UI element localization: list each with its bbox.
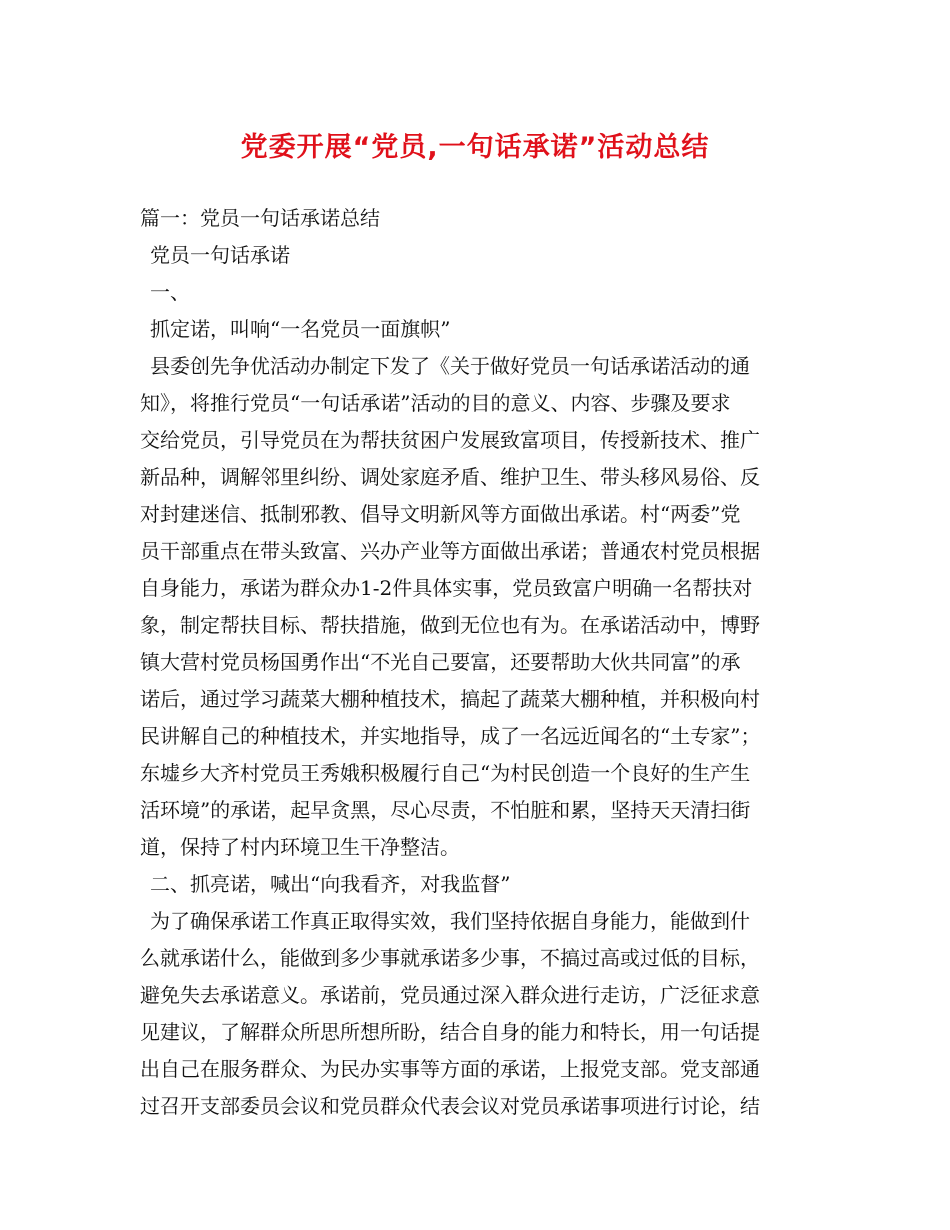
- document-title: 党委开展“党员,一句话承诺”活动总结: [240, 132, 710, 163]
- text-line: 出自己在服务群众、为民办实事等方面的承诺，上报党支部。党支部通: [140, 1057, 760, 1081]
- text-line: 篇一：党员一句话承诺总结: [140, 206, 380, 230]
- text-line: 自身能力，承诺为群众办1-2件具体实事，党员致富户明确一名帮扶对: [140, 576, 753, 600]
- text-line: 象，制定帮扶目标、帮扶措施，做到无位也有为。在承诺活动中，博野: [140, 613, 760, 637]
- text-line: 二、抓亮诺，喊出“向我看齐，对我监督”: [150, 872, 511, 896]
- text-line: 员干部重点在带头致富、兴办产业等方面做出承诺；普通农村党员根据: [140, 539, 760, 563]
- text-line: 一、: [150, 280, 190, 304]
- text-line: 活环境”的承诺，起早贪黑，尽心尽责，不怕脏和累，坚持天天清扫街: [140, 798, 751, 822]
- text-line: 新品种，调解邻里纠纷、调处家庭矛盾、维护卫生、带头移风易俗、反: [140, 465, 760, 489]
- text-line: 抓定诺，叫响“一名党员一面旗帜”: [150, 317, 451, 341]
- text-line: 过召开支部委员会议和党员群众代表会议对党员承诺事项进行讨论，结: [140, 1094, 760, 1118]
- text-line: 道，保持了村内环境卫生干净整洁。: [140, 835, 460, 859]
- text-line: 对封建迷信、抵制邪教、倡导文明新风等方面做出承诺。村“两委”党: [140, 502, 741, 526]
- text-line: 交给党员，引导党员在为帮扶贫困户发展致富项目，传授新技术、推广: [140, 428, 760, 452]
- text-line: 党员一句话承诺: [150, 243, 290, 267]
- text-line: 见建议，了解群众所思所想所盼，结合自身的能力和特长，用一句话提: [140, 1020, 760, 1044]
- text-line: 民讲解自己的种植技术，并实地指导，成了一名远近闻名的“土专家”；: [140, 724, 761, 748]
- document-body: [140, 200, 820, 1125]
- text-line: 知》，将推行党员“一句话承诺”活动的目的意义、内容、步骤及要求: [140, 391, 731, 415]
- text-line: 县委创先争优活动办制定下发了《关于做好党员一句话承诺活动的通: [150, 354, 750, 378]
- text-line: 么就承诺什么，能做到多少事就承诺多少事，不搞过高或过低的目标，: [140, 946, 760, 970]
- text-line: 镇大营村党员杨国勇作出“不光自己要富，还要帮助大伙共同富”的承: [140, 650, 741, 674]
- text-line: 避免失去承诺意义。承诺前，党员通过深入群众进行走访，广泛征求意: [140, 983, 760, 1007]
- text-line: 为了确保承诺工作真正取得实效，我们坚持依据自身能力，能做到什: [150, 909, 750, 933]
- text-line: 东墟乡大齐村党员王秀娥积极履行自己“为村民创造一个良好的生产生: [140, 761, 751, 785]
- text-line: 诺后，通过学习蔬菜大棚种植技术，搞起了蔬菜大棚种植，并积极向村: [140, 687, 760, 711]
